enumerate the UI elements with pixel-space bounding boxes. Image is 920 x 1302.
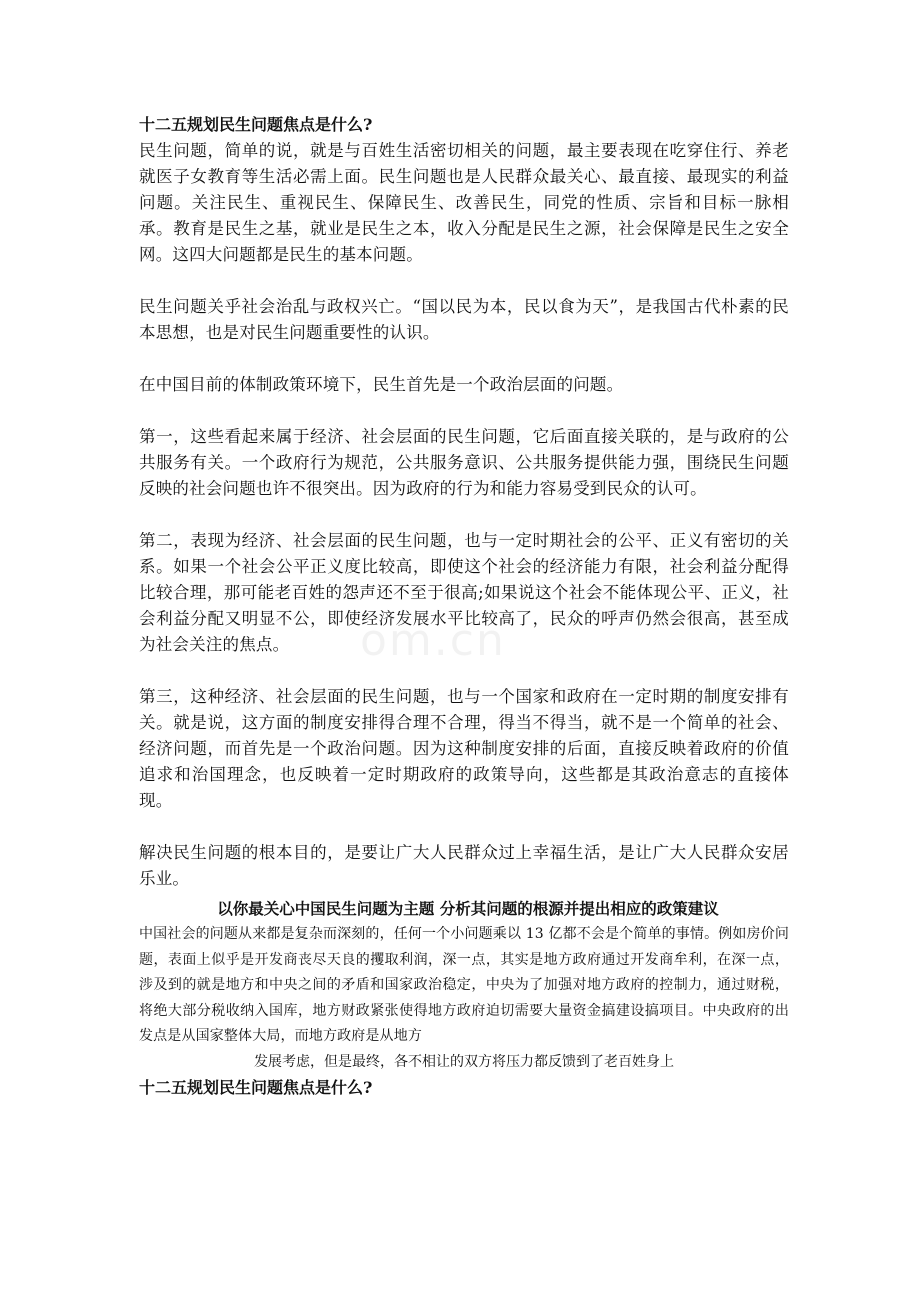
paragraph-gap [139, 814, 789, 840]
paragraph-political: 在中国目前的体制政策环境下，民生首先是一个政治层面的问题。 [139, 375, 624, 394]
paragraph-gap [139, 658, 789, 684]
section-subheading: 以你最关心中国民生问题为主题 分析其问题的根源并提出相应的政策建议 [217, 899, 719, 918]
paragraph-second-point: 第二，表现为经济、社会层面的民生问题，也与一定时期社会的公平、正义有密切的关系。如果一个社会公平正义度比较高，即使这个社会的经济能力有限，社会利益分配得比较合理，那可能老百姓的怨声还不至于很高;如果说这个社会不能体现公平、正义，社会利益分配又明显不公，即使经济发展水平比较高了，民众的呼声仍然会很高，甚至成为社会关注的焦点。 [139, 531, 789, 654]
paragraph-gap [139, 398, 789, 424]
paragraph-housing-example: 中国社会的问题从来都是复杂而深刻的，任何一个小问题乘以 13 亿都不会是个简单的事情。例如房价问题，表面上似乎是开发商丧尽天良的攫取利润，深一点，其实是地方政府通过开发商牟利，在深一点，涉及到的就是地方和中央之间的矛盾和国家政治稳定，中央为了加强对地方政府的控制力，通过财税，将绝大部分税收纳入国库，地方财政紧张使得地方政府迫切需要大量资金搞建设搞项目。中央政府的出发点是从国家整体大局，而地方政府是从地方 [139, 926, 789, 1044]
paragraph-third-point: 第三，这种经济、社会层面的民生问题，也与一个国家和政府在一定时期的制度安排有关。就是说，这方面的制度安排得合理不合理，得当不得当，就不是一个简单的社会、经济问题，而首先是一个政治问题。因为这种制度安排的后面，直接反映着政府的价值追求和治国理念，也反映着一定时期政府的政策导向，这些都是其政治意志的直接体现。 [139, 687, 789, 810]
paragraph-importance: 民生问题关乎社会治乱与政权兴亡。“国以民为本，民以食为天”，是我国古代朴素的民本思想，也是对民生问题重要性的认识。 [139, 297, 789, 342]
paragraph-purpose: 解决民生问题的根本目的，是要让广大人民群众过上幸福生活，是让广大人民群众安居乐业。 [139, 843, 789, 888]
document-page [139, 112, 789, 1101]
watermark: om.cn [360, 615, 506, 666]
paragraph-gap [139, 502, 789, 528]
closing-title: 十二五规划民生问题焦点是什么? [139, 1078, 373, 1097]
paragraph-gap [139, 268, 789, 294]
paragraph-housing-conclusion: 发展考虑，但是最终，各不相让的双方将压力都反馈到了老百姓身上 [254, 1053, 674, 1070]
document-title: 十二五规划民生问题焦点是什么? [139, 115, 373, 134]
paragraph-definition: 民生问题，简单的说，就是与百姓生活密切相关的问题，最主要表现在吃穿住行、养老就医子女教育等生活必需上面。民生问题也是人民群众最关心、最直接、最现实的利益问题。关注民生、重视民生、保障民生、改善民生，同党的性质、宗旨和目标一脉相承。教育是民生之基，就业是民生之本，收入分配是民生之源，社会保障是民生之安全网。这四大问题都是民生的基本问题。 [139, 141, 789, 264]
paragraph-gap [139, 346, 789, 372]
paragraph-first-point: 第一，这些看起来属于经济、社会层面的民生问题，它后面直接关联的，是与政府的公共服务有关。一个政府行为规范，公共服务意识、公共服务提供能力强，围绕民生问题反映的社会问题也许不很突出。因为政府的行为和能力容易受到民众的认可。 [139, 427, 789, 498]
